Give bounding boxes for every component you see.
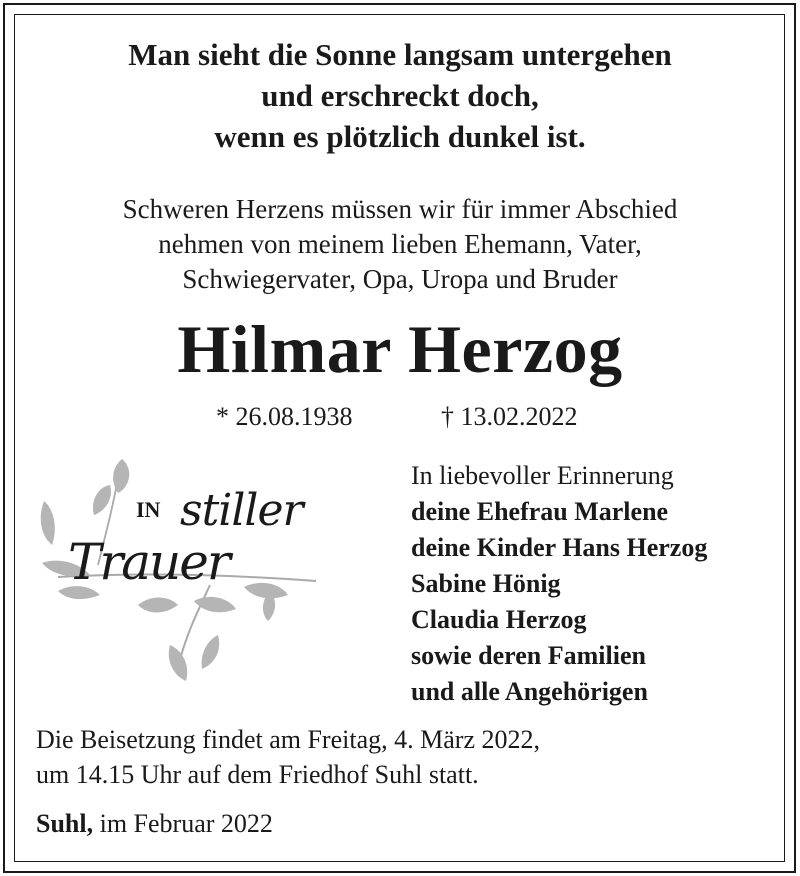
death-date: † 13.02.2022: [441, 402, 578, 431]
motto-line: wenn es plötzlich dunkel ist.: [214, 119, 586, 154]
intro-line: Schwiegervater, Opa, Uropa und Bruder: [182, 264, 618, 294]
emblem-trauer-text: Trauer: [68, 533, 229, 591]
birth-date: * 26.08.1938: [216, 402, 353, 431]
motto-line: Man sieht die Sonne langsam untergehen: [128, 37, 672, 72]
in-stiller-trauer-emblem: [38, 455, 328, 685]
mourner-line: und alle Angehörigen: [411, 677, 648, 706]
deceased-name: Hilmar Herzog: [177, 311, 623, 387]
funeral-line: um 14.15 Uhr auf dem Friedhof Suhl statt.: [36, 760, 479, 789]
mourner-line: sowie deren Familien: [411, 641, 646, 670]
mourners-intro: In liebevoller Erinnerung: [411, 461, 674, 490]
motto-line: und erschreckt doch,: [261, 78, 539, 113]
place-city: Suhl,: [36, 809, 94, 838]
mourner-line: deine Kinder Hans Herzog: [411, 533, 708, 562]
emblem-in-text: IN: [136, 497, 161, 522]
mourner-line: Claudia Herzog: [411, 605, 587, 634]
place-and-date: [36, 806, 273, 841]
mourners-list: [411, 458, 707, 710]
mourner-line: Sabine Hönig: [411, 569, 561, 598]
intro-line: Schweren Herzens müssen wir für immer Abschied: [122, 194, 678, 224]
motto-verse: [0, 34, 800, 157]
place-date: im Februar 2022: [99, 809, 273, 838]
funeral-notice: [36, 722, 540, 792]
emblem-stiller-text: stiller: [180, 485, 303, 536]
funeral-line: Die Beisetzung findet am Freitag, 4. März 2022,: [36, 725, 540, 754]
mourner-line: deine Ehefrau Marlene: [411, 497, 669, 526]
intro-line: nehmen von meinem lieben Ehemann, Vater,: [158, 229, 642, 259]
intro-text: [0, 192, 800, 297]
